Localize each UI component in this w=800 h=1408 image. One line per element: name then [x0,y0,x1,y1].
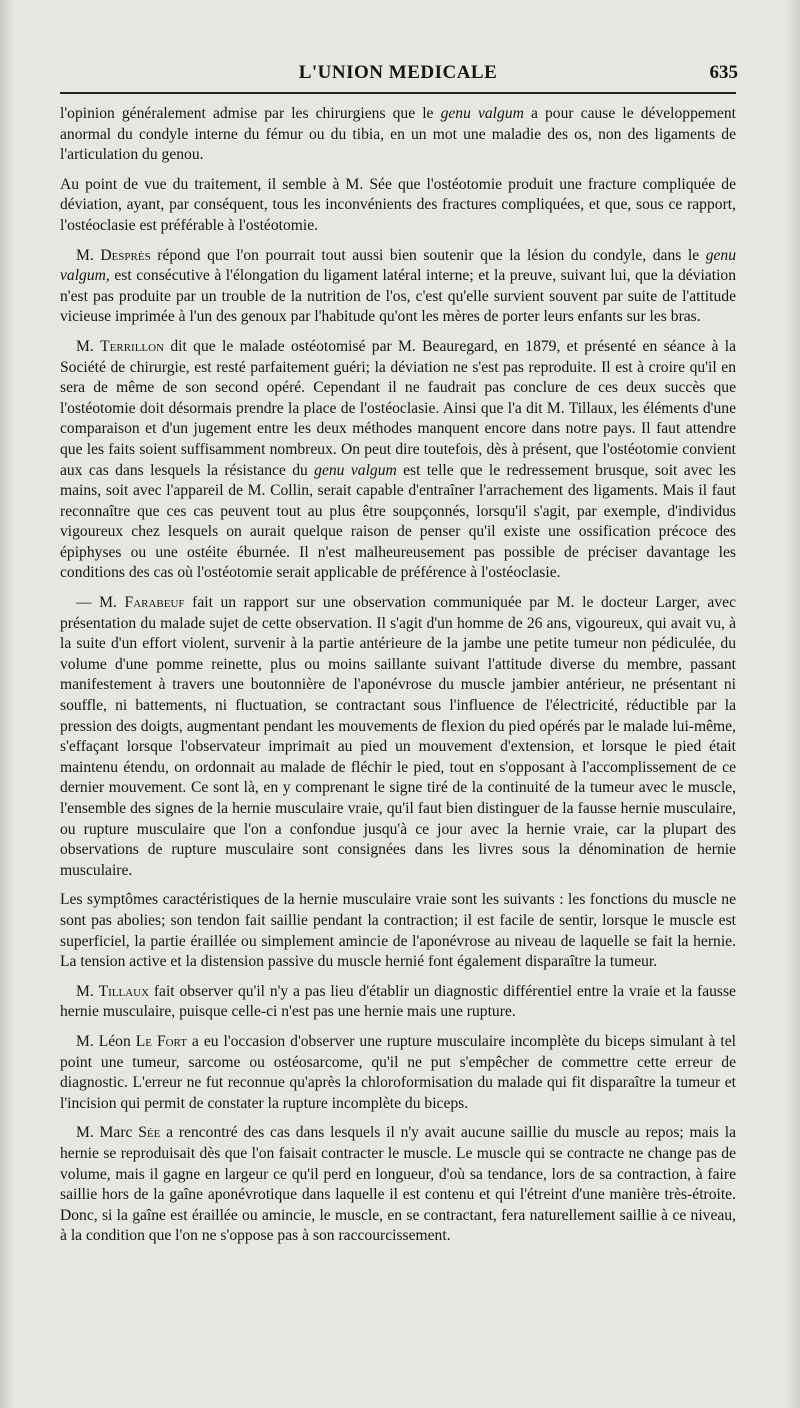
speaker-name: Desprès [100,246,151,264]
article-body [60,104,736,1247]
paragraph-tillaux: M. Tillaux fait observer qu'il n'y a pas lieu d'établir un diagnostic différentiel entre la vraie et la fausse hernie musculaire, puisque celle-ci n'est pas une hernie mais une rupture. [60,982,736,1021]
speaker-name: Sée [138,1124,161,1142]
page-edge-shadow-left [0,0,14,1408]
speaker-name: Farabeuf [124,594,185,612]
speaker-name: Tillaux [98,982,150,1000]
paragraph-opinion-genu-valgum: l'opinion généralement admise par les chirurgiens que le genu valgum a pour cause le développement anormal du condyle interne du fémur ou du tibia, en un mot une maladie des os, non des ligaments de l'articulation du genou. [60,105,736,164]
journal-title: L'UNION MEDICALE [298,62,498,83]
paragraph-le-fort: M. Léon Le Fort a eu l'occasion d'observer une rupture musculaire incomplète du biceps simulant à tel point une tumeur, sarcome ou ostéosarcome, qu'il ne put s'empêcher de commettre cette erreur de diagnostic. L'erreur ne fut reconnue qu'après la chloroformisation du malade qui fit disparaître la tumeur et l'incision qui permit de constater la rupture incomplète du biceps. [60,1032,737,1112]
speaker-name: Le Fort [135,1032,187,1050]
paragraph-despres: M. Desprès répond que l'on pourrait tout aussi bien soutenir que la lésion du condyle, dans le genu valgum, est consécutive à l'élongation du ligament latéral interne; et la preuve, suivant lui, que la déviation n'est pas produite par un trouble de la nutrition de l'os, c'est qu'elle survient souvent par suite de l'attitude vicieuse imprimée à l'un des genoux par l'habitude qu'ont les mères de porter leurs enfants sur les bras. [60,246,737,326]
paragraph-terrillon: M. Terrillon dit que le malade ostéotomisé par M. Beauregard, en 1879, et présenté en séance à la Société de chirurgie, est resté parfaitement guéri; la déviation ne s'est pas reproduite. Il est à croire qu'il en sera de même de son second opéré. Cependant il ne faudrait pas conclure de ces deux succès que l'ostéotomie doit désormais prendre la place de l'ostéoclasie. Ainsi que l'a dit M. Tillaux, les éléments d'une comparaison et d'un jugement entre les deux méthodes manquent encore dans notre pays. Il faut attendre que les faits soient suffisamment nombreux. On peut dire toutefois, dès à présent, que l'ostéotomie convient aux cas dans lesquels la résistance du genu valgum est telle que le redressement brusque, soit avec les mains, soit avec l'appareil de M. Collin, serait capable d'entraîner l'arrachement des ligaments. Mais il faut reconnaître que ces cas peuvent tout au plus être soupçonnés, lorsqu'il s'agit, par exemple, d'individus vigoureux chez lesquels on aurait quelque raison de penser qu'il existe une ossification précoce des épiphyses ou une ostéite éburnée. Il n'est malheureusement pas possible de préciser davantage les conditions des cas où l'ostéotomie serait applicable de préférence à l'ostéoclasie. [60,337,736,582]
paragraph-symptomes: Les symptômes caractéristiques de la hernie musculaire vraie sont les suivants : les fonctions du muscle ne sont pas abolies; son tendon fait saillie pendant la contraction; il est facile de sentir, lorsque le muscle est superficiel, la partie éraillée ou simplement amincie de l'aponévrose au niveau de laquelle se fait la hernie. La tension active et la distension passive du muscle hernié font également disparaître la tumeur. [60,891,736,971]
paragraph-farabeuf: — M. Farabeuf fait un rapport sur une observation communiquée par M. le docteur Larger, avec présentation du malade sujet de cette observation. Il s'agit d'un homme de 26 ans, vigoureux, qui avait vu, à la suite d'un effort violent, survenir à la partie antérieure de la jambe une petite tumeur non pédiculée, du volume d'une pomme reinette, plus ou moins saillante suivant l'attitude diverse du membre, passant manifestement à travers une boutonnière de l'aponévrose du muscle jambier antérieur, ne présentant ni souffle, ni battements, ni fluctuation, se contractant sous l'influence de l'électricité, réductible par la pression des doigts, augmentant pendant les mouvements de flexion du pied opérés par le malade lui-même, s'effaçant lorsque l'observateur imprimait au pied un mouvement d'extension, et lorsque le pied était maintenu étendu, on ordonnait au malade de fléchir le pied, tout en s'opposant à l'accomplissement de ce dernier mouvement. Ce sont là, en y comprenant le signe tiré de la continuité de la tumeur avec le muscle, l'ensemble des signes de la hernie musculaire vraie, qu'il faut bien distinguer de la fausse hernie musculaire, ou rupture musculaire que l'on a confondue jusqu'à ce jour avec la hernie vraie, car la plupart des observations de rupture musculaire sont consignées dans les livres sous la dénomination de hernie musculaire. [60,594,736,879]
page-number: 635 [709,62,738,83]
paragraph-marc-see: M. Marc Sée a rencontré des cas dans lesquels il n'y avait aucune saillie du muscle au repos; mais la hernie se reproduisait dès que l'on faisait contracter le muscle. Le muscle qui se contracte ne change pas de volume, mais il gagne en largeur ce qu'il perd en longueur, d'où sa tendance, lors de sa contraction, à faire saillie hors de la gaîne aponévrotique dans laquelle il est contenu et qui l'étreint d'une manière très-étroite. Donc, si la gaîne est éraillée ou amincie, le muscle, en se contractant, fera naturellement saillie à ce niveau, à la condition que l'on ne s'oppose pas à son raccourcissement. [60,1124,736,1245]
speaker-name: Terrillon [100,337,165,355]
running-header [60,58,736,94]
page-edge-shadow-right [786,0,800,1408]
paragraph-traitement: Au point de vue du traitement, il semble à M. Sée que l'ostéotomie produit une fracture compliquée de déviation, ayant, par conséquent, tous les inconvénients des fractures compliquées, et que, sous ce rapport, l'ostéoclasie est préférable à l'ostéotomie. [60,175,736,234]
